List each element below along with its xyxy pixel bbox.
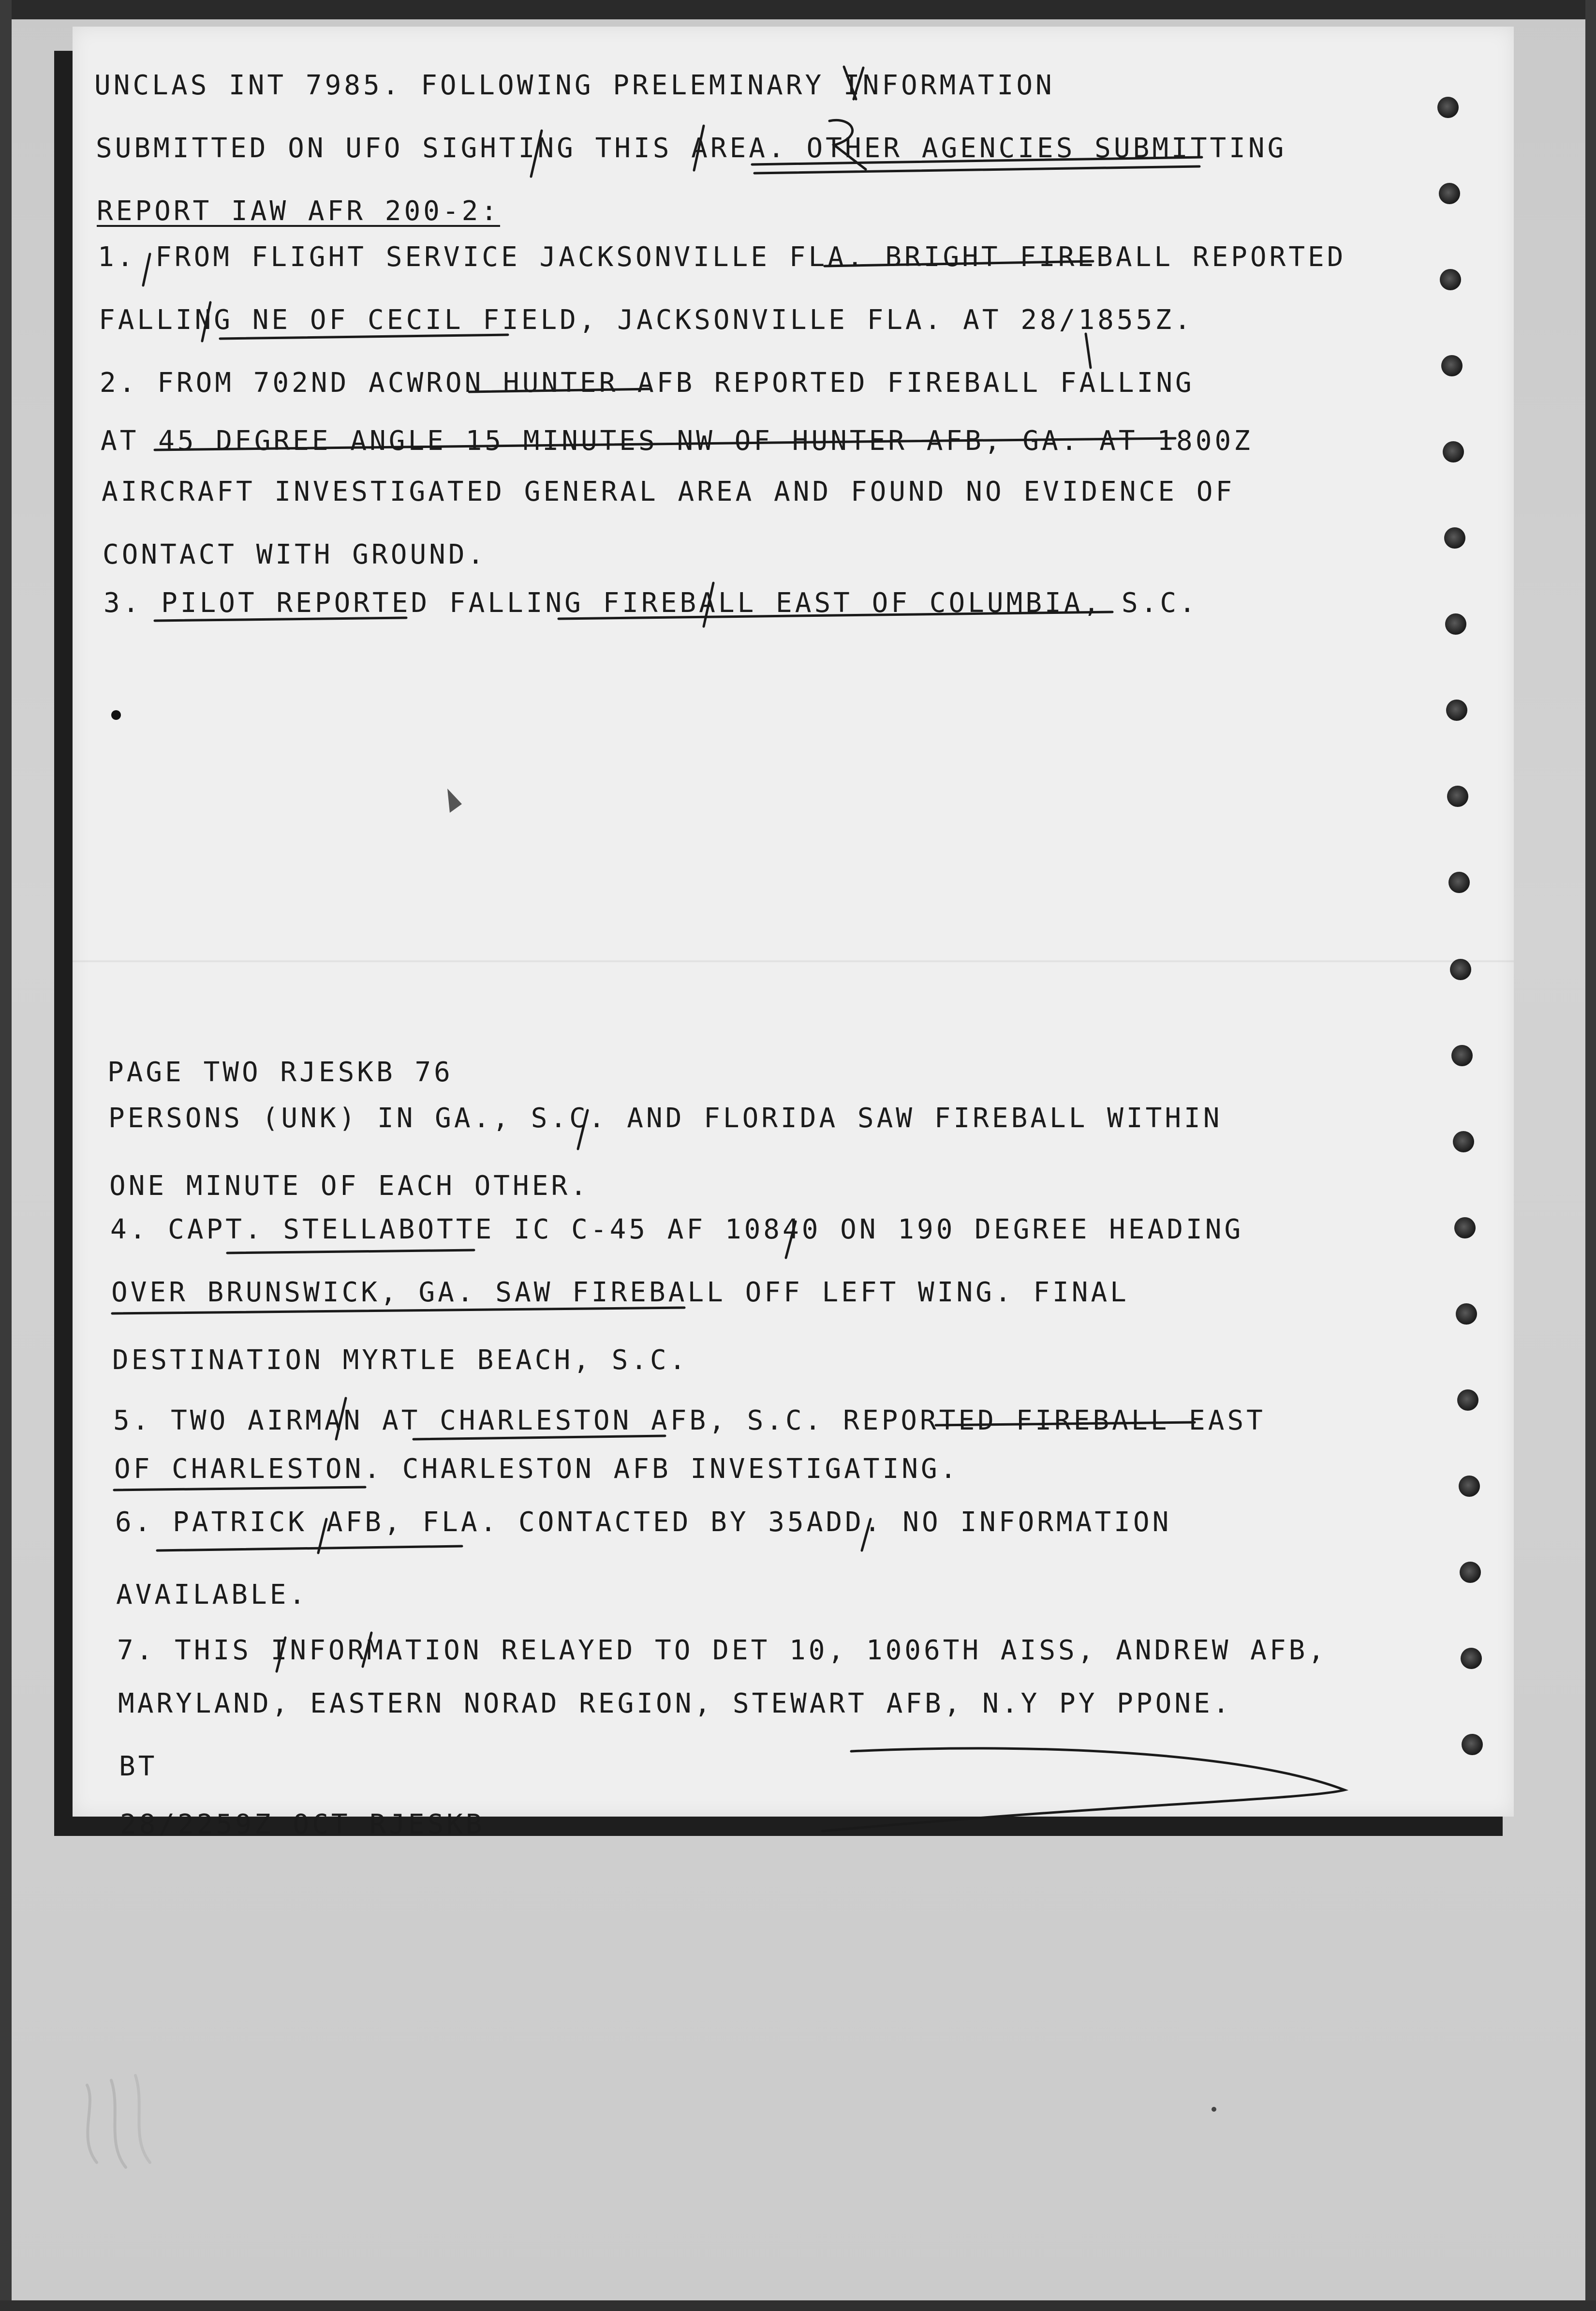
- doc-line-10: 3. PILOT REPORTED FALLING FIREBALL EAST OF COLUMBIA, S.C.: [103, 587, 1198, 619]
- doc-line-4: 1. FROM FLIGHT SERVICE JACKSONVILLE FLA. BRIGHT FIREBALL REPORTED: [98, 241, 1346, 273]
- doc-line-22: MARYLAND, EASTERN NORAD REGION, STEWART AFB, N.Y PY PPONE.: [118, 1688, 1232, 1719]
- doc-line-19: 6. PATRICK AFB, FLA. CONTACTED BY 35ADD. NO INFORMATION: [115, 1506, 1172, 1538]
- doc-line-14: 4. CAPT. STELLABOTTE IC C-45 AF 10840 ON 190 DEGREE HEADING: [110, 1214, 1244, 1245]
- doc-line-2: SUBMITTED ON UFO SIGHTING THIS AREA. OTHER AGENCIES SUBMITTING: [96, 133, 1287, 164]
- doc-line-5: FALLING NE OF CECIL FIELD, JACKSONVILLE FLA. AT 28/1855Z.: [99, 304, 1194, 336]
- doc-line-21: 7. THIS INFORMATION RELAYED TO DET 10, 1006TH AISS, ANDREW AFB,: [117, 1635, 1328, 1666]
- doc-line-24: 28/2259Z OCT RJESKB: [120, 1809, 485, 1840]
- doc-line-23: BT: [119, 1751, 158, 1782]
- doc-line-11: PAGE TWO RJESKB 76: [107, 1057, 453, 1088]
- doc-line-9: CONTACT WITH GROUND.: [103, 539, 487, 570]
- doc-line-17: 5. TWO AIRMAN AT CHARLESTON AFB, S.C. REPORTED FIREBALL EAST: [113, 1405, 1266, 1436]
- doc-line-20: AVAILABLE.: [116, 1579, 309, 1610]
- doc-line-15: OVER BRUNSWICK, GA. SAW FIREBALL OFF LEFT WING. FINAL: [111, 1277, 1129, 1308]
- doc-line-16: DESTINATION MYRTLE BEACH, S.C.: [112, 1344, 689, 1376]
- doc-line-1: UNCLAS INT 7985. FOLLOWING PRELEMINARY INFORMATION: [94, 70, 1055, 101]
- doc-line-6: 2. FROM 702ND ACWRON HUNTER AFB REPORTED FIREBALL FALLING: [100, 367, 1195, 399]
- doc-line-7: AT 45 DEGREE ANGLE 15 MINUTES NW OF HUNTER AFB, GA. AT 1800Z: [101, 425, 1253, 457]
- doc-line-12: PERSONS (UNK) IN GA., S.C. AND FLORIDA SAW FIREBALL WITHIN: [108, 1103, 1223, 1134]
- doc-line-3: REPORT IAW AFR 200-2:: [97, 195, 501, 227]
- doc-line-13: ONE MINUTE OF EACH OTHER.: [109, 1170, 590, 1202]
- doc-line-18: OF CHARLESTON. CHARLESTON AFB INVESTIGATING.: [114, 1453, 960, 1485]
- doc-line-8: AIRCRAFT INVESTIGATED GENERAL AREA AND FOUND NO EVIDENCE OF: [102, 476, 1235, 507]
